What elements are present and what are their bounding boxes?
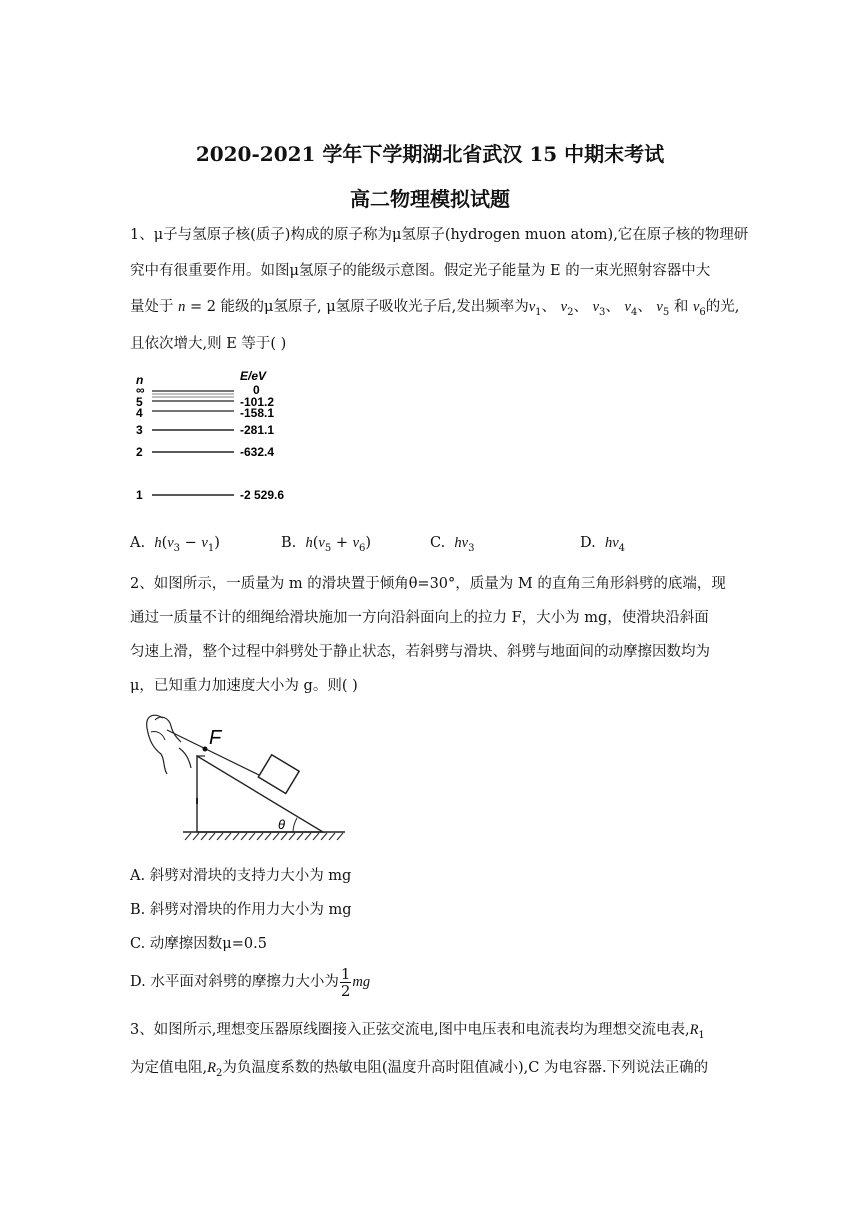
level-n-4: 4 xyxy=(136,406,143,420)
force-label: F xyxy=(209,727,222,749)
q3-line2: 为定值电阻$,R_2$为负温度系数的热敏电阻(温度升高时阻值减小),C 为电容器.下列说法正确的 xyxy=(130,1060,709,1079)
energy-axis-label: E/eV xyxy=(240,369,267,383)
level-e-3: -281.1 xyxy=(240,423,275,437)
q2-option-b[interactable]: B. 斜劈对滑块的作用力大小为 mg xyxy=(130,902,352,918)
level-n-2: 2 xyxy=(136,445,143,459)
angle-arc xyxy=(293,818,297,832)
angle-label: θ xyxy=(278,817,286,832)
level-e-2: -632.4 xyxy=(240,445,275,459)
n-axis-label: n xyxy=(136,373,144,387)
level-n-inf: ∞ xyxy=(136,383,145,397)
level-n-1: 1 xyxy=(136,488,143,502)
energy-level-diagram xyxy=(128,368,308,508)
q1-option-c[interactable]: C. $hv_3$ xyxy=(430,535,475,554)
level-n-3: 3 xyxy=(136,423,143,437)
page-title: 2020-2021 学年下学期湖北省武汉 15 中期末考试 xyxy=(195,142,665,166)
level-e-4: -158.1 xyxy=(240,406,275,420)
hand-icon xyxy=(147,715,167,774)
q1-option-b[interactable]: B. $h(v_5 + v_6)$ xyxy=(281,535,372,554)
q2-line3: 匀速上滑，整个过程中斜劈处于静止状态，若斜劈与滑块、斜劈与地面间的动摩擦因数均为 xyxy=(130,644,710,660)
level-e-1: -2 529.6 xyxy=(240,488,285,502)
fraction-half: $\frac{1}{2}$ xyxy=(340,964,351,1000)
page-subtitle: 高二物理模拟试题 xyxy=(350,187,510,211)
level-e-5: -101.2 xyxy=(240,395,275,409)
q1-line1: 1、μ子与氢原子核(质子)构成的原子称为μ氢原子(hydrogen muon atom),它在原子核的物理研 xyxy=(130,227,749,243)
q2-line4: μ，已知重力加速度大小为 g。则( ) xyxy=(130,678,358,694)
q1-line2: 究中有很重要作用。如图μ氢原子的能级示意图。假定光子能量为 E 的一束光照射容器中大 xyxy=(130,263,711,279)
q1-option-a[interactable]: A. $h(v_3 - v_1)$ xyxy=(130,535,220,554)
q2-option-d[interactable]: D. 水平面对斜劈的摩擦力大小为 $\frac{1}{2}$ mg xyxy=(130,964,371,1000)
q2-option-c[interactable]: C. 动摩擦因数μ=0.5 xyxy=(130,936,267,952)
q1-line4: 且依次增大,则 E 等于( ) xyxy=(130,336,287,352)
rope-point xyxy=(203,747,208,752)
q1-line3: 量处于 n = 2 能级的μ氢原子, μ氢原子吸收光子后,发出频率为$v_1$、 $v_2$、 $v_3$、 $v_4$、 $v_5$ 和 $v_6$的光, xyxy=(130,299,740,318)
wedge xyxy=(197,756,323,832)
q2-line1: 2、如图所示，一质量为 m 的滑块置于倾角θ=30°，质量为 M 的直角三角形斜劈的底端，现 xyxy=(130,576,726,592)
q2-line2: 通过一质量不计的细绳给滑块施加一方向沿斜面向上的拉力 F，大小为 mg，使滑块沿斜面 xyxy=(130,610,709,626)
q3-line1: 3、如图所示,理想变压器原线圈接入正弦交流电,图中电压表和电流表均为理想交流电表$,R_1$ xyxy=(130,1022,705,1041)
level-n-5: 5 xyxy=(136,395,143,409)
q1-option-d[interactable]: D. $hv_4$ xyxy=(580,535,625,554)
incline-figure xyxy=(133,708,358,848)
level-e-inf: 0 xyxy=(253,383,260,397)
q2-option-a[interactable]: A. 斜劈对滑块的支持力大小为 mg xyxy=(130,868,352,884)
sliding-block xyxy=(258,755,299,794)
